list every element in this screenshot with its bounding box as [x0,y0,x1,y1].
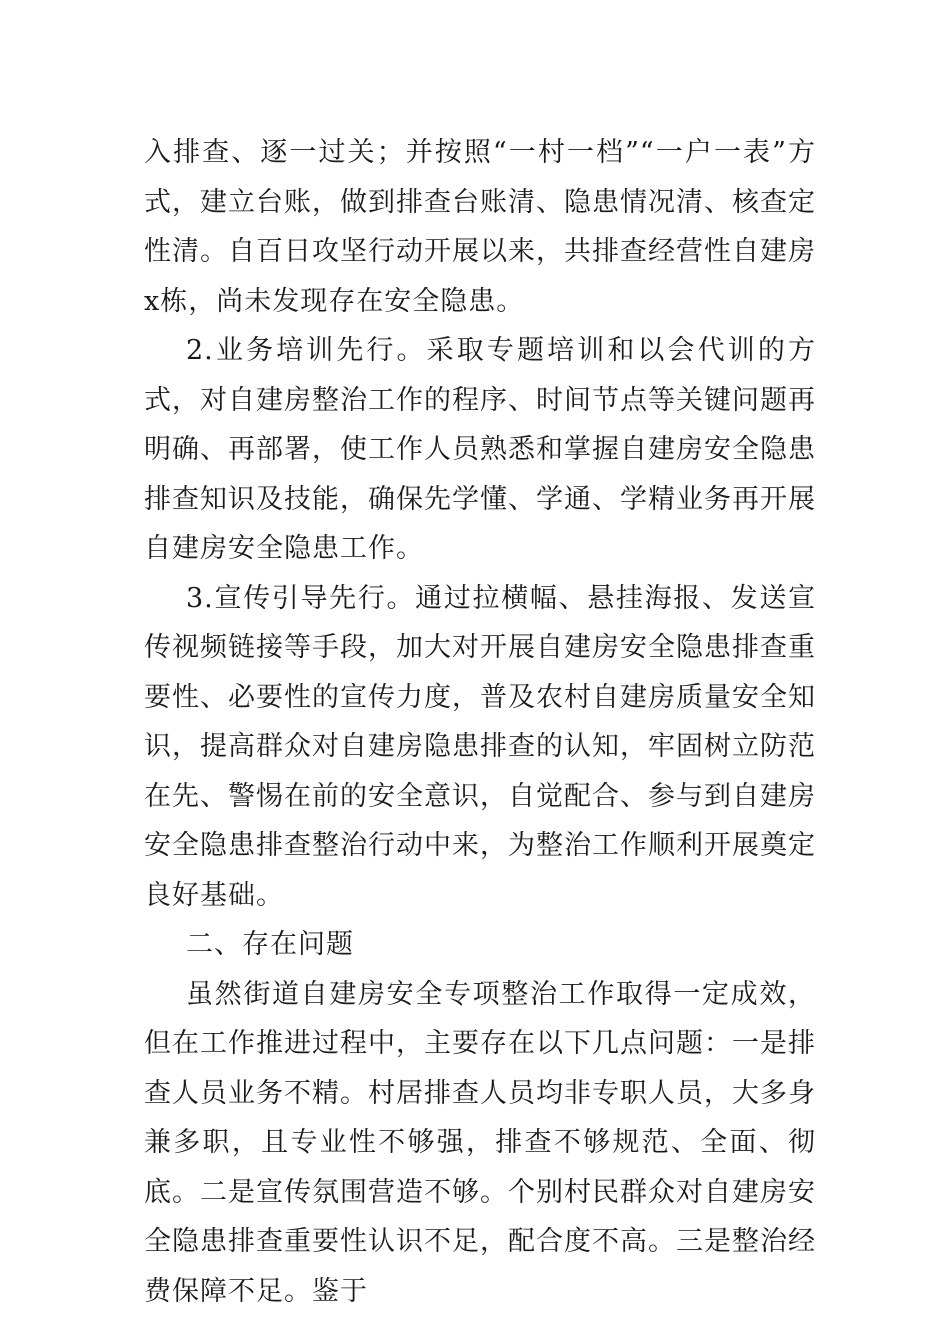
section-heading-existing-problems: 二、存在问题 [186,929,354,960]
paragraph-intro-continued: 入排查、逐一过关；并按照“一村一档”“一户一表”方式，建立台账，做到排查台账清、隐患情况清、核查定性清。自百日攻坚行动开展以来，共排查经营性自建房x栋，尚未发现存在安全隐患。 [144,137,816,317]
paragraph-problems-detail: 虽然街道自建房安全专项整治工作取得一定成效，但在工作推进过程中，主要存在以下几点问题：一是排查人员业务不精。村居排查人员均非专职人员，大多身兼多职，且专业性不够强，排查不够规范、全面、彻底。二是宣传氛围营造不够。个别村民群众对自建房安全隐患排查重要性认识不足，配合度不高。三是整治经费保障不足。鉴于 [144,978,816,1307]
paragraph-publicity-guidance: 3.宣传引导先行。通过拉横幅、悬挂海报、发送宣传视频链接等手段，加大对开展自建房安全隐患排查重要性、必要性的宣传力度，普及农村自建房质量安全知识，提高群众对自建房隐患排查的认知，牢固树立防范在先、警惕在前的安全意识，自觉配合、参与到自建房安全隐患排查整治行动中来，为整治工作顺利开展奠定良好基础。 [144,582,816,911]
document-body [144,128,816,1316]
paragraph-business-training: 2.业务培训先行。采取专题培训和以会代训的方式，对自建房整治工作的程序、时间节点等关键问题再明确、再部署，使工作人员熟悉和掌握自建房安全隐患排查知识及技能，确保先学懂、学通、学精业务再开展自建房安全隐患工作。 [144,335,816,564]
